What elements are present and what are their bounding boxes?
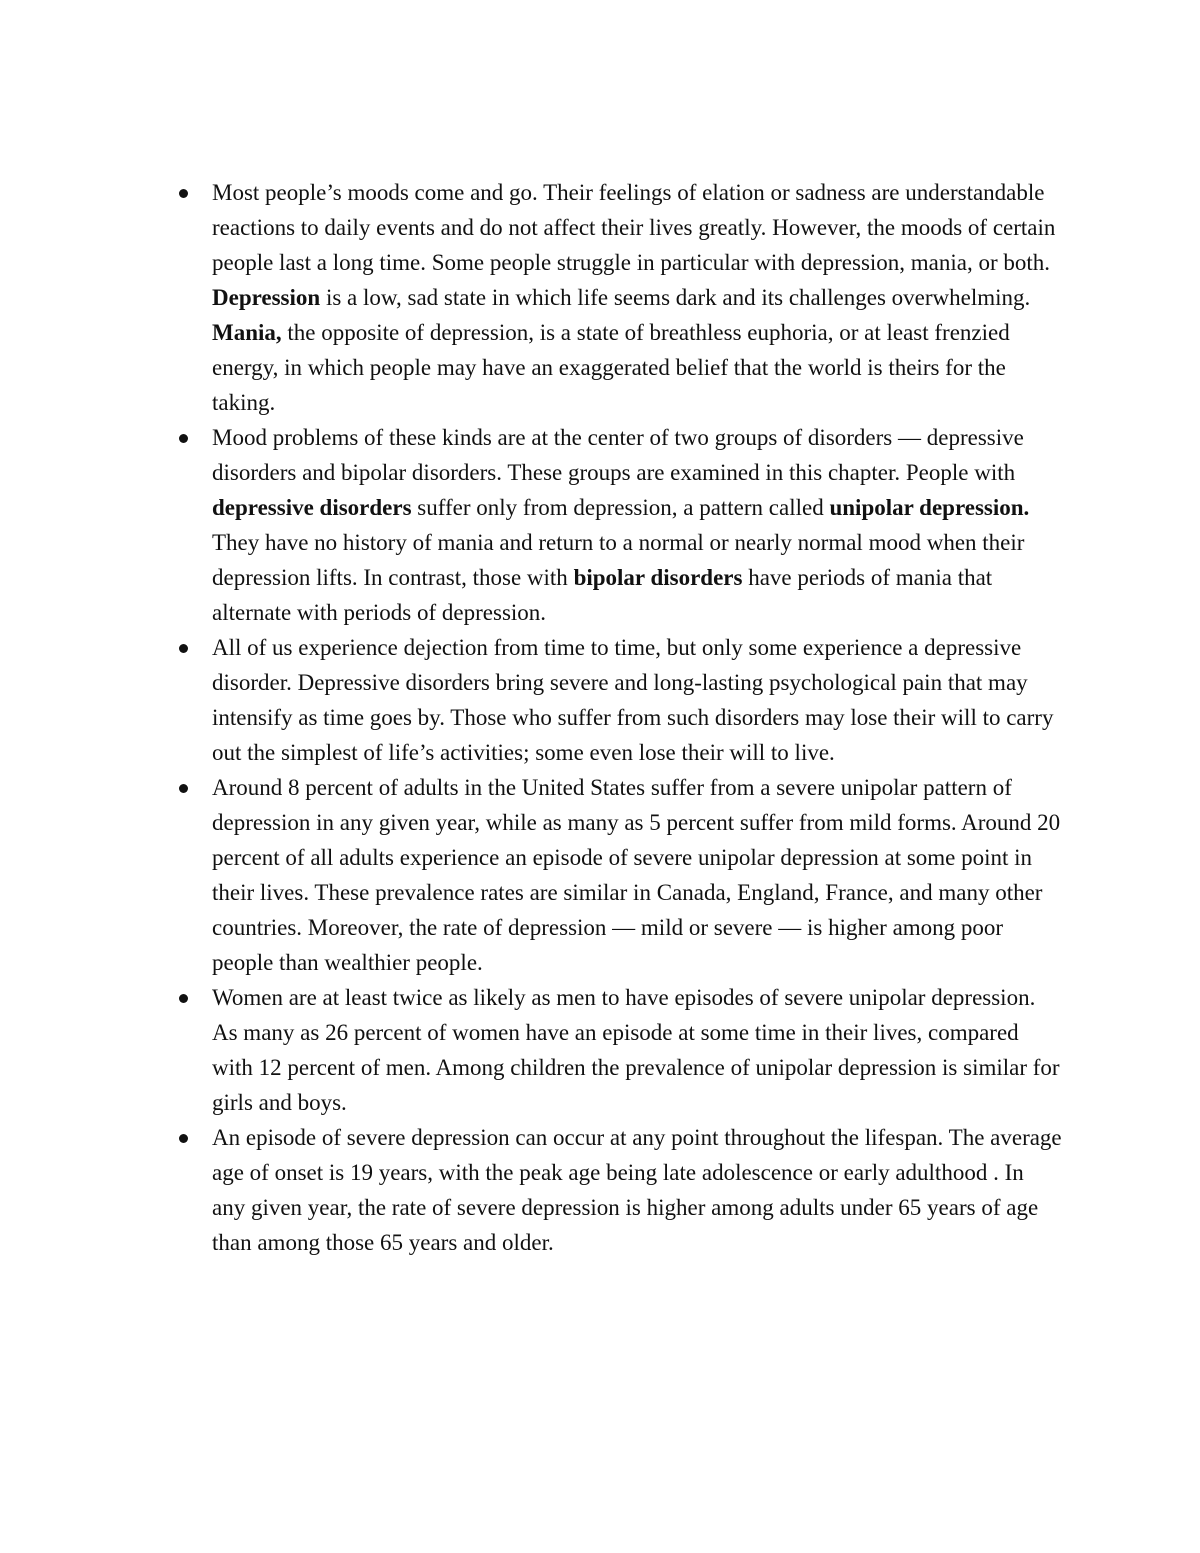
bullet-icon bbox=[179, 994, 188, 1003]
text-run: They have no history of mania and return to a normal or nearly normal mood when their depression lifts. In contrast, those with bbox=[212, 530, 1025, 590]
bold-term: bipolar disorders bbox=[573, 565, 743, 590]
list-item bbox=[0, 770, 1062, 980]
bullet-icon bbox=[179, 1134, 188, 1143]
bold-term: depressive disorders bbox=[212, 495, 412, 520]
bullet-text bbox=[212, 635, 1053, 765]
bold-term: unipolar depression. bbox=[829, 495, 1030, 520]
bullet-icon bbox=[179, 644, 188, 653]
text-run: Mood problems of these kinds are at the center of two groups of disorders — depressive disorders and bipolar disorders. These groups are examined in this chapter. People with bbox=[212, 425, 1024, 485]
text-run: have periods of mania that alternate with periods of depression. bbox=[212, 565, 993, 625]
text-run: Women are at least twice as likely as men to have episodes of severe unipolar depression. As many as 26 percent of women have an episode at some time in their lives, compared with 12 percent of men. Among children the prevalence of unipolar depression is similar for girls and boys. bbox=[212, 985, 1060, 1115]
list-item bbox=[0, 175, 1062, 420]
list-item bbox=[0, 980, 1062, 1120]
bullet-text bbox=[212, 180, 1055, 415]
bullet-text bbox=[212, 425, 1029, 625]
text-run: All of us experience dejection from time to time, but only some experience a depressive disorder. Depressive disorders bring severe and long-lasting psychological pain that may intensify as time goes by. Those who suffer from such disorders may lose their will to carry out the simplest of life’s activities; some even lose their will to live. bbox=[212, 635, 1054, 765]
text-run: the opposite of depression, is a state of breathless euphoria, or at least frenzied energy, in which people may have an exaggerated belief that the world is theirs for the taking. bbox=[212, 320, 1010, 415]
bold-term: Depression bbox=[212, 285, 321, 310]
text-run: Most people’s moods come and go. Their feelings of elation or sadness are understandable reactions to daily events and do not affect their lives greatly. However, the moods of certain people last a long time. Some people struggle in particular with depression, mania, or both. bbox=[212, 180, 1056, 275]
bullet-text bbox=[212, 1125, 1062, 1255]
list-item bbox=[0, 420, 1062, 630]
text-run: An episode of severe depression can occur at any point throughout the lifespan. The average age of onset is 19 years, with the peak age being late adolescence or early adulthood . In any given year, the rate of severe depression is higher among adults under 65 years of age than among those 65 years and older. bbox=[212, 1125, 1062, 1255]
text-run: is a low, sad state in which life seems dark and its challenges overwhelming. bbox=[320, 285, 1031, 310]
text-run: Around 8 percent of adults in the United States suffer from a severe unipolar pattern of depression in any given year, while as many as 5 percent suffer from mild forms. Around 20 percent of all adults experience an episode of severe unipolar depression at some point in their lives. These prevalence rates are similar in Canada, England, France, and many other countries. Moreover, the rate of depression — mild or severe — is higher among poor people than wealthier people. bbox=[212, 775, 1061, 975]
bullet-icon bbox=[179, 189, 188, 198]
bullet-icon bbox=[179, 434, 188, 443]
bullet-text bbox=[212, 985, 1060, 1115]
text-run: suffer only from depression, a pattern called bbox=[411, 495, 830, 520]
bullet-text bbox=[212, 775, 1060, 975]
bold-term: Mania, bbox=[212, 320, 282, 345]
bullet-list bbox=[0, 175, 1200, 1260]
list-item bbox=[0, 630, 1062, 770]
list-item bbox=[0, 1120, 1062, 1260]
bullet-icon bbox=[179, 784, 188, 793]
